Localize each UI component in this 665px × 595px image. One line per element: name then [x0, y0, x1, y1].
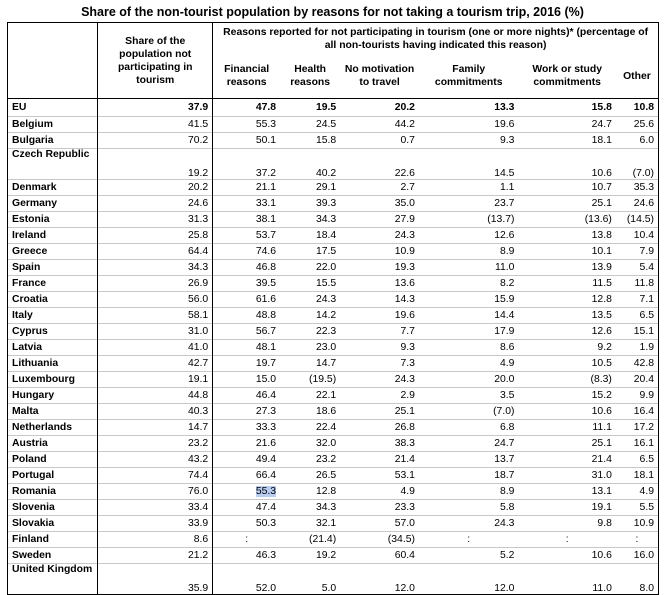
country-name: Croatia: [8, 292, 98, 308]
header-motivation: No motivation to travel: [344, 64, 415, 88]
cell-financial[interactable]: 33.1: [213, 196, 280, 212]
table-row: [8, 276, 659, 292]
cell-motivation[interactable]: 0.7: [340, 133, 419, 149]
cell-family[interactable]: 12.6: [419, 228, 519, 244]
cell-work[interactable]: (13.6): [518, 212, 615, 228]
cell-family[interactable]: 24.7: [419, 436, 519, 452]
cell-work[interactable]: 10.5: [518, 356, 615, 372]
cell-share[interactable]: 34.3: [98, 260, 213, 276]
cell-family[interactable]: (13.7): [419, 212, 519, 228]
cell-health[interactable]: (21.4): [280, 532, 340, 548]
cell-motivation[interactable]: 24.3: [340, 228, 419, 244]
cell-work[interactable]: 25.1: [518, 196, 615, 212]
cell-financial[interactable]: 46.4: [213, 388, 280, 404]
cell-motivation[interactable]: (34.5): [340, 532, 419, 548]
cell-motivation[interactable]: 24.3: [340, 372, 419, 388]
cell-financial[interactable]: 66.4: [213, 468, 280, 484]
cell-other[interactable]: 10.8: [616, 99, 659, 117]
cell-family[interactable]: 8.2: [419, 276, 519, 292]
cell-other[interactable]: 16.0: [616, 548, 659, 564]
cell-motivation[interactable]: 57.0: [340, 516, 419, 532]
cell-work[interactable]: 10.6: [518, 149, 615, 180]
cell-share[interactable]: 74.4: [98, 468, 213, 484]
cell-family[interactable]: 23.7: [419, 196, 519, 212]
cell-other[interactable]: 42.8: [616, 356, 659, 372]
cell-motivation[interactable]: 19.6: [340, 308, 419, 324]
cell-family[interactable]: 3.5: [419, 388, 519, 404]
cell-other[interactable]: 16.1: [616, 436, 659, 452]
cell-other[interactable]: 6.5: [616, 452, 659, 468]
cell-other[interactable]: :: [616, 532, 659, 548]
cell-motivation[interactable]: 21.4: [340, 452, 419, 468]
cell-share[interactable]: 20.2: [98, 180, 213, 196]
cell-health[interactable]: 19.2: [280, 548, 340, 564]
cell-other[interactable]: 16.4: [616, 404, 659, 420]
table-row: [8, 500, 659, 516]
cell-motivation[interactable]: 38.3: [340, 436, 419, 452]
country-name: Denmark: [8, 180, 98, 196]
cell-work[interactable]: 24.7: [518, 117, 615, 133]
cell-other[interactable]: 10.4: [616, 228, 659, 244]
country-name: Czech Republic: [8, 149, 98, 180]
cell-family[interactable]: 15.9: [419, 292, 519, 308]
cell-health[interactable]: 22.4: [280, 420, 340, 436]
table-row: [8, 564, 659, 595]
cell-financial[interactable]: 52.0: [213, 564, 280, 595]
table-row: [8, 117, 659, 133]
cell-family[interactable]: 24.3: [419, 516, 519, 532]
cell-health[interactable]: (19.5): [280, 372, 340, 388]
country-name: Austria: [8, 436, 98, 452]
cell-share[interactable]: 42.7: [98, 356, 213, 372]
country-name: Malta: [8, 404, 98, 420]
cell-other[interactable]: 20.4: [616, 372, 659, 388]
cell-work[interactable]: 12.8: [518, 292, 615, 308]
country-name: Slovenia: [8, 500, 98, 516]
cell-health[interactable]: 22.0: [280, 260, 340, 276]
cell-health[interactable]: 12.8: [280, 484, 340, 500]
header-health: Health reasons: [290, 64, 331, 88]
cell-share[interactable]: 25.8: [98, 228, 213, 244]
cell-other[interactable]: 5.4: [616, 260, 659, 276]
country-name: Sweden: [8, 548, 98, 564]
cell-motivation[interactable]: 20.2: [340, 99, 419, 117]
cell-share[interactable]: 14.7: [98, 420, 213, 436]
cell-share[interactable]: 64.4: [98, 244, 213, 260]
cell-work[interactable]: 12.6: [518, 324, 615, 340]
cell-share[interactable]: 41.5: [98, 117, 213, 133]
cell-family[interactable]: 1.1: [419, 180, 519, 196]
cell-health[interactable]: 15.8: [280, 133, 340, 149]
cell-family[interactable]: 14.4: [419, 308, 519, 324]
cell-family[interactable]: 6.8: [419, 420, 519, 436]
cell-health[interactable]: 22.1: [280, 388, 340, 404]
cell-family[interactable]: 8.6: [419, 340, 519, 356]
cell-financial[interactable]: [213, 484, 280, 500]
cell-financial[interactable]: 38.1: [213, 212, 280, 228]
cell-work[interactable]: 13.1: [518, 484, 615, 500]
header-other: Other: [616, 54, 659, 99]
cell-other[interactable]: 10.9: [616, 516, 659, 532]
table-row: [8, 484, 659, 500]
cell-other[interactable]: 15.1: [616, 324, 659, 340]
cell-share[interactable]: 44.8: [98, 388, 213, 404]
cell-health[interactable]: 17.5: [280, 244, 340, 260]
cell-financial[interactable]: 47.8: [213, 99, 280, 117]
table-header: [8, 23, 659, 99]
cell-health[interactable]: 39.3: [280, 196, 340, 212]
table-row: [8, 308, 659, 324]
country-name: Belgium: [8, 117, 98, 133]
cell-family[interactable]: :: [419, 532, 519, 548]
country-name: Hungary: [8, 388, 98, 404]
cell-share[interactable]: 56.0: [98, 292, 213, 308]
cell-share[interactable]: 37.9: [98, 99, 213, 117]
cell-work[interactable]: 11.1: [518, 420, 615, 436]
cell-family[interactable]: 12.0: [419, 564, 519, 595]
header-share: Share of the population not participating in tourism: [98, 23, 213, 99]
cell-family[interactable]: 9.3: [419, 133, 519, 149]
cell-financial[interactable]: 47.4: [213, 500, 280, 516]
cell-work[interactable]: 11.0: [518, 564, 615, 595]
table-row: [8, 436, 659, 452]
cell-work[interactable]: 18.1: [518, 133, 615, 149]
header-reasons-group: Reasons reported for not participating in tourism (one or more nights)* (percentage of all non-tourists having indicated this reason): [213, 23, 659, 55]
cell-share[interactable]: 31.3: [98, 212, 213, 228]
cell-share[interactable]: 33.9: [98, 516, 213, 532]
table-row: [8, 420, 659, 436]
cell-other[interactable]: 6.5: [616, 308, 659, 324]
cell-work[interactable]: 13.9: [518, 260, 615, 276]
cell-financial[interactable]: 49.4: [213, 452, 280, 468]
cell-motivation[interactable]: 53.1: [340, 468, 419, 484]
cell-other[interactable]: 7.1: [616, 292, 659, 308]
cell-other[interactable]: 8.0: [616, 564, 659, 595]
cell-financial[interactable]: 50.1: [213, 133, 280, 149]
cell-share[interactable]: 26.9: [98, 276, 213, 292]
table-row: [8, 548, 659, 564]
cell-health[interactable]: 23.2: [280, 452, 340, 468]
cell-health[interactable]: 29.1: [280, 180, 340, 196]
cell-motivation[interactable]: 7.3: [340, 356, 419, 372]
country-name: Portugal: [8, 468, 98, 484]
cell-financial[interactable]: 39.5: [213, 276, 280, 292]
cell-financial[interactable]: 48.1: [213, 340, 280, 356]
cell-financial[interactable]: 46.8: [213, 260, 280, 276]
cell-other[interactable]: (7.0): [616, 149, 659, 180]
table-row: [8, 452, 659, 468]
table-row: [8, 388, 659, 404]
cell-health[interactable]: 22.3: [280, 324, 340, 340]
cell-motivation[interactable]: 10.9: [340, 244, 419, 260]
cell-share[interactable]: 19.1: [98, 372, 213, 388]
cell-motivation[interactable]: 2.7: [340, 180, 419, 196]
country-name: Germany: [8, 196, 98, 212]
cell-share[interactable]: 70.2: [98, 133, 213, 149]
table-row: [8, 324, 659, 340]
cell-health[interactable]: 34.3: [280, 500, 340, 516]
cell-family[interactable]: 18.7: [419, 468, 519, 484]
country-name: Cyprus: [8, 324, 98, 340]
cell-motivation[interactable]: 44.2: [340, 117, 419, 133]
cell-work[interactable]: (8.3): [518, 372, 615, 388]
country-name: Poland: [8, 452, 98, 468]
cell-share[interactable]: 33.4: [98, 500, 213, 516]
cell-health[interactable]: 15.5: [280, 276, 340, 292]
cell-motivation[interactable]: 4.9: [340, 484, 419, 500]
cell-health[interactable]: 14.2: [280, 308, 340, 324]
table-row: [8, 99, 659, 117]
cell-motivation[interactable]: 27.9: [340, 212, 419, 228]
cell-share[interactable]: 24.6: [98, 196, 213, 212]
cell-health[interactable]: 34.3: [280, 212, 340, 228]
cell-share[interactable]: 31.0: [98, 324, 213, 340]
table-row: [8, 149, 659, 180]
cell-health[interactable]: 40.2: [280, 149, 340, 180]
cell-financial[interactable]: 53.7: [213, 228, 280, 244]
cell-share[interactable]: 58.1: [98, 308, 213, 324]
cell-financial[interactable]: 56.7: [213, 324, 280, 340]
cell-financial[interactable]: 21.1: [213, 180, 280, 196]
cell-share[interactable]: 43.2: [98, 452, 213, 468]
cell-other[interactable]: 5.5: [616, 500, 659, 516]
cell-family[interactable]: 11.0: [419, 260, 519, 276]
cell-financial[interactable]: 21.6: [213, 436, 280, 452]
cell-motivation[interactable]: 2.9: [340, 388, 419, 404]
cell-other[interactable]: 11.8: [616, 276, 659, 292]
cell-health[interactable]: 26.5: [280, 468, 340, 484]
cell-family[interactable]: 13.3: [419, 99, 519, 117]
cell-motivation[interactable]: 23.3: [340, 500, 419, 516]
cell-health[interactable]: 23.0: [280, 340, 340, 356]
table-row: [8, 468, 659, 484]
cell-share[interactable]: 19.2: [98, 149, 213, 180]
cell-work[interactable]: :: [518, 532, 615, 548]
cell-family[interactable]: 5.2: [419, 548, 519, 564]
cell-other[interactable]: 24.6: [616, 196, 659, 212]
corner-cell: [8, 23, 98, 99]
cell-family[interactable]: 4.9: [419, 356, 519, 372]
cell-motivation[interactable]: 12.0: [340, 564, 419, 595]
cell-share[interactable]: 23.2: [98, 436, 213, 452]
cell-work[interactable]: 10.1: [518, 244, 615, 260]
cell-work[interactable]: 10.7: [518, 180, 615, 196]
cell-health[interactable]: 5.0: [280, 564, 340, 595]
country-name: Romania: [8, 484, 98, 500]
cell-work[interactable]: 21.4: [518, 452, 615, 468]
cell-work[interactable]: 9.8: [518, 516, 615, 532]
cell-health[interactable]: 19.5: [280, 99, 340, 117]
cell-work[interactable]: 15.2: [518, 388, 615, 404]
cell-work[interactable]: 13.5: [518, 308, 615, 324]
cell-other[interactable]: 7.9: [616, 244, 659, 260]
cell-work[interactable]: 25.1: [518, 436, 615, 452]
cell-other[interactable]: 9.9: [616, 388, 659, 404]
country-name: Spain: [8, 260, 98, 276]
country-name: France: [8, 276, 98, 292]
cell-motivation[interactable]: 60.4: [340, 548, 419, 564]
table-row: [8, 372, 659, 388]
cell-work[interactable]: 31.0: [518, 468, 615, 484]
cell-health[interactable]: 24.3: [280, 292, 340, 308]
country-name: Latvia: [8, 340, 98, 356]
cell-work[interactable]: 10.6: [518, 404, 615, 420]
cell-motivation[interactable]: 25.1: [340, 404, 419, 420]
cell-share[interactable]: 76.0: [98, 484, 213, 500]
cell-family[interactable]: 19.6: [419, 117, 519, 133]
cell-financial[interactable]: 61.6: [213, 292, 280, 308]
cell-other[interactable]: 35.3: [616, 180, 659, 196]
table-row: [8, 340, 659, 356]
cell-motivation[interactable]: 9.3: [340, 340, 419, 356]
cell-financial[interactable]: 46.3: [213, 548, 280, 564]
country-name: Netherlands: [8, 420, 98, 436]
cell-family[interactable]: 20.0: [419, 372, 519, 388]
table-row: [8, 292, 659, 308]
cell-family[interactable]: 13.7: [419, 452, 519, 468]
cell-financial[interactable]: 74.6: [213, 244, 280, 260]
country-name: Slovakia: [8, 516, 98, 532]
cell-family[interactable]: 14.5: [419, 149, 519, 180]
cell-family[interactable]: 5.8: [419, 500, 519, 516]
country-name: Ireland: [8, 228, 98, 244]
header-financial: Financial reasons: [213, 54, 280, 99]
cell-other[interactable]: 18.1: [616, 468, 659, 484]
table-row: [8, 133, 659, 149]
cell-financial[interactable]: :: [213, 532, 280, 548]
cell-financial[interactable]: 33.3: [213, 420, 280, 436]
cell-health[interactable]: 32.1: [280, 516, 340, 532]
cell-financial[interactable]: 19.7: [213, 356, 280, 372]
cell-work[interactable]: 13.8: [518, 228, 615, 244]
cell-financial[interactable]: 48.8: [213, 308, 280, 324]
table-row: [8, 516, 659, 532]
cell-family[interactable]: (7.0): [419, 404, 519, 420]
country-name: Finland: [8, 532, 98, 548]
cell-other[interactable]: 25.6: [616, 117, 659, 133]
table-row: [8, 260, 659, 276]
cell-family[interactable]: 8.9: [419, 484, 519, 500]
cell-motivation[interactable]: 14.3: [340, 292, 419, 308]
cell-family[interactable]: 8.9: [419, 244, 519, 260]
data-table: [7, 22, 659, 595]
country-name: Bulgaria: [8, 133, 98, 149]
country-name: Greece: [8, 244, 98, 260]
country-name: Italy: [8, 308, 98, 324]
cell-other[interactable]: (14.5): [616, 212, 659, 228]
cell-motivation[interactable]: 26.8: [340, 420, 419, 436]
cell-motivation[interactable]: 19.3: [340, 260, 419, 276]
country-name: Luxembourg: [8, 372, 98, 388]
cell-health[interactable]: 18.6: [280, 404, 340, 420]
country-name: Lithuania: [8, 356, 98, 372]
cell-financial[interactable]: 37.2: [213, 149, 280, 180]
cell-motivation[interactable]: 22.6: [340, 149, 419, 180]
cell-motivation[interactable]: 7.7: [340, 324, 419, 340]
country-name: EU: [8, 99, 98, 117]
table-row: [8, 180, 659, 196]
cell-work[interactable]: 15.8: [518, 99, 615, 117]
table-body: [8, 99, 659, 595]
table-row: [8, 196, 659, 212]
cell-motivation[interactable]: 13.6: [340, 276, 419, 292]
table-row: [8, 532, 659, 548]
cell-work[interactable]: 10.6: [518, 548, 615, 564]
cell-work[interactable]: 9.2: [518, 340, 615, 356]
cell-health[interactable]: 24.5: [280, 117, 340, 133]
cell-other[interactable]: 4.9: [616, 484, 659, 500]
cell-motivation[interactable]: 35.0: [340, 196, 419, 212]
table-row: [8, 356, 659, 372]
cell-financial[interactable]: 27.3: [213, 404, 280, 420]
cell-financial[interactable]: 15.0: [213, 372, 280, 388]
cell-share[interactable]: 35.9: [98, 564, 213, 595]
cell-family[interactable]: 17.9: [419, 324, 519, 340]
cell-health[interactable]: 14.7: [280, 356, 340, 372]
cell-other[interactable]: 17.2: [616, 420, 659, 436]
cell-other[interactable]: 6.0: [616, 133, 659, 149]
table-row: [8, 404, 659, 420]
header-work: Work or study commitments: [532, 64, 602, 88]
cell-health[interactable]: 18.4: [280, 228, 340, 244]
cell-share[interactable]: 40.3: [98, 404, 213, 420]
country-name: Estonia: [8, 212, 98, 228]
table-row: [8, 244, 659, 260]
cell-financial[interactable]: 55.3: [213, 117, 280, 133]
cell-health[interactable]: 32.0: [280, 436, 340, 452]
cell-financial[interactable]: 50.3: [213, 516, 280, 532]
cell-share[interactable]: 21.2: [98, 548, 213, 564]
country-name: United Kingdom: [8, 564, 98, 595]
table-row: [8, 228, 659, 244]
cell-other[interactable]: 1.9: [616, 340, 659, 356]
table-row: [8, 212, 659, 228]
selected-text: 55.3: [255, 486, 277, 497]
table-title: Share of the non-tourist population by reasons for not taking a tourism trip, 2016 (%): [81, 5, 584, 19]
header-family: Family commitments: [434, 64, 503, 88]
cell-work[interactable]: 11.5: [518, 276, 615, 292]
cell-work[interactable]: 19.1: [518, 500, 615, 516]
cell-share[interactable]: 41.0: [98, 340, 213, 356]
cell-share[interactable]: 8.6: [98, 532, 213, 548]
